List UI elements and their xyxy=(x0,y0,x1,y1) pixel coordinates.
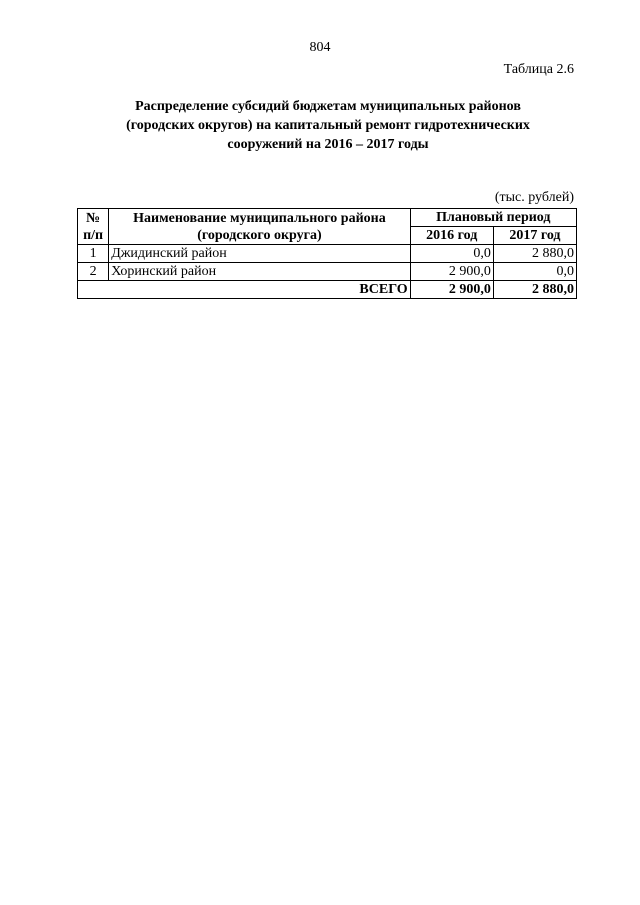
document-title xyxy=(80,97,576,154)
row-value-2016: 2 900,0 xyxy=(410,263,493,281)
row-value-2016: 0,0 xyxy=(410,245,493,263)
subsidy-table xyxy=(77,208,577,299)
header-year-2017: 2017 год xyxy=(493,227,576,245)
row-name: Джидинский район xyxy=(109,245,410,263)
table-row xyxy=(78,263,577,281)
title-line-3: сооружений на 2016 – 2017 годы xyxy=(227,137,429,152)
page-number: 804 xyxy=(309,40,331,55)
total-row xyxy=(78,281,577,299)
row-name: Хоринский район xyxy=(109,263,410,281)
header-year-2016: 2016 год xyxy=(410,227,493,245)
row-num: 1 xyxy=(78,245,109,263)
units-note: (тыс. рублей) xyxy=(494,190,574,205)
header-name: Наименование муниципального района (городского округа) xyxy=(109,209,410,245)
title-line-2: (городских округов) на капитальный ремонт гидротехнических xyxy=(126,118,530,133)
header-num: № п/п xyxy=(78,209,109,245)
table-row xyxy=(78,245,577,263)
total-value-2017: 2 880,0 xyxy=(493,281,576,299)
total-label: ВСЕГО xyxy=(78,281,411,299)
table-label: Таблица 2.6 xyxy=(503,62,574,77)
row-value-2017: 2 880,0 xyxy=(493,245,576,263)
header-period: Плановый период xyxy=(410,209,576,227)
row-value-2017: 0,0 xyxy=(493,263,576,281)
row-num: 2 xyxy=(78,263,109,281)
total-value-2016: 2 900,0 xyxy=(410,281,493,299)
title-line-1: Распределение субсидий бюджетам муниципальных районов xyxy=(135,99,521,114)
